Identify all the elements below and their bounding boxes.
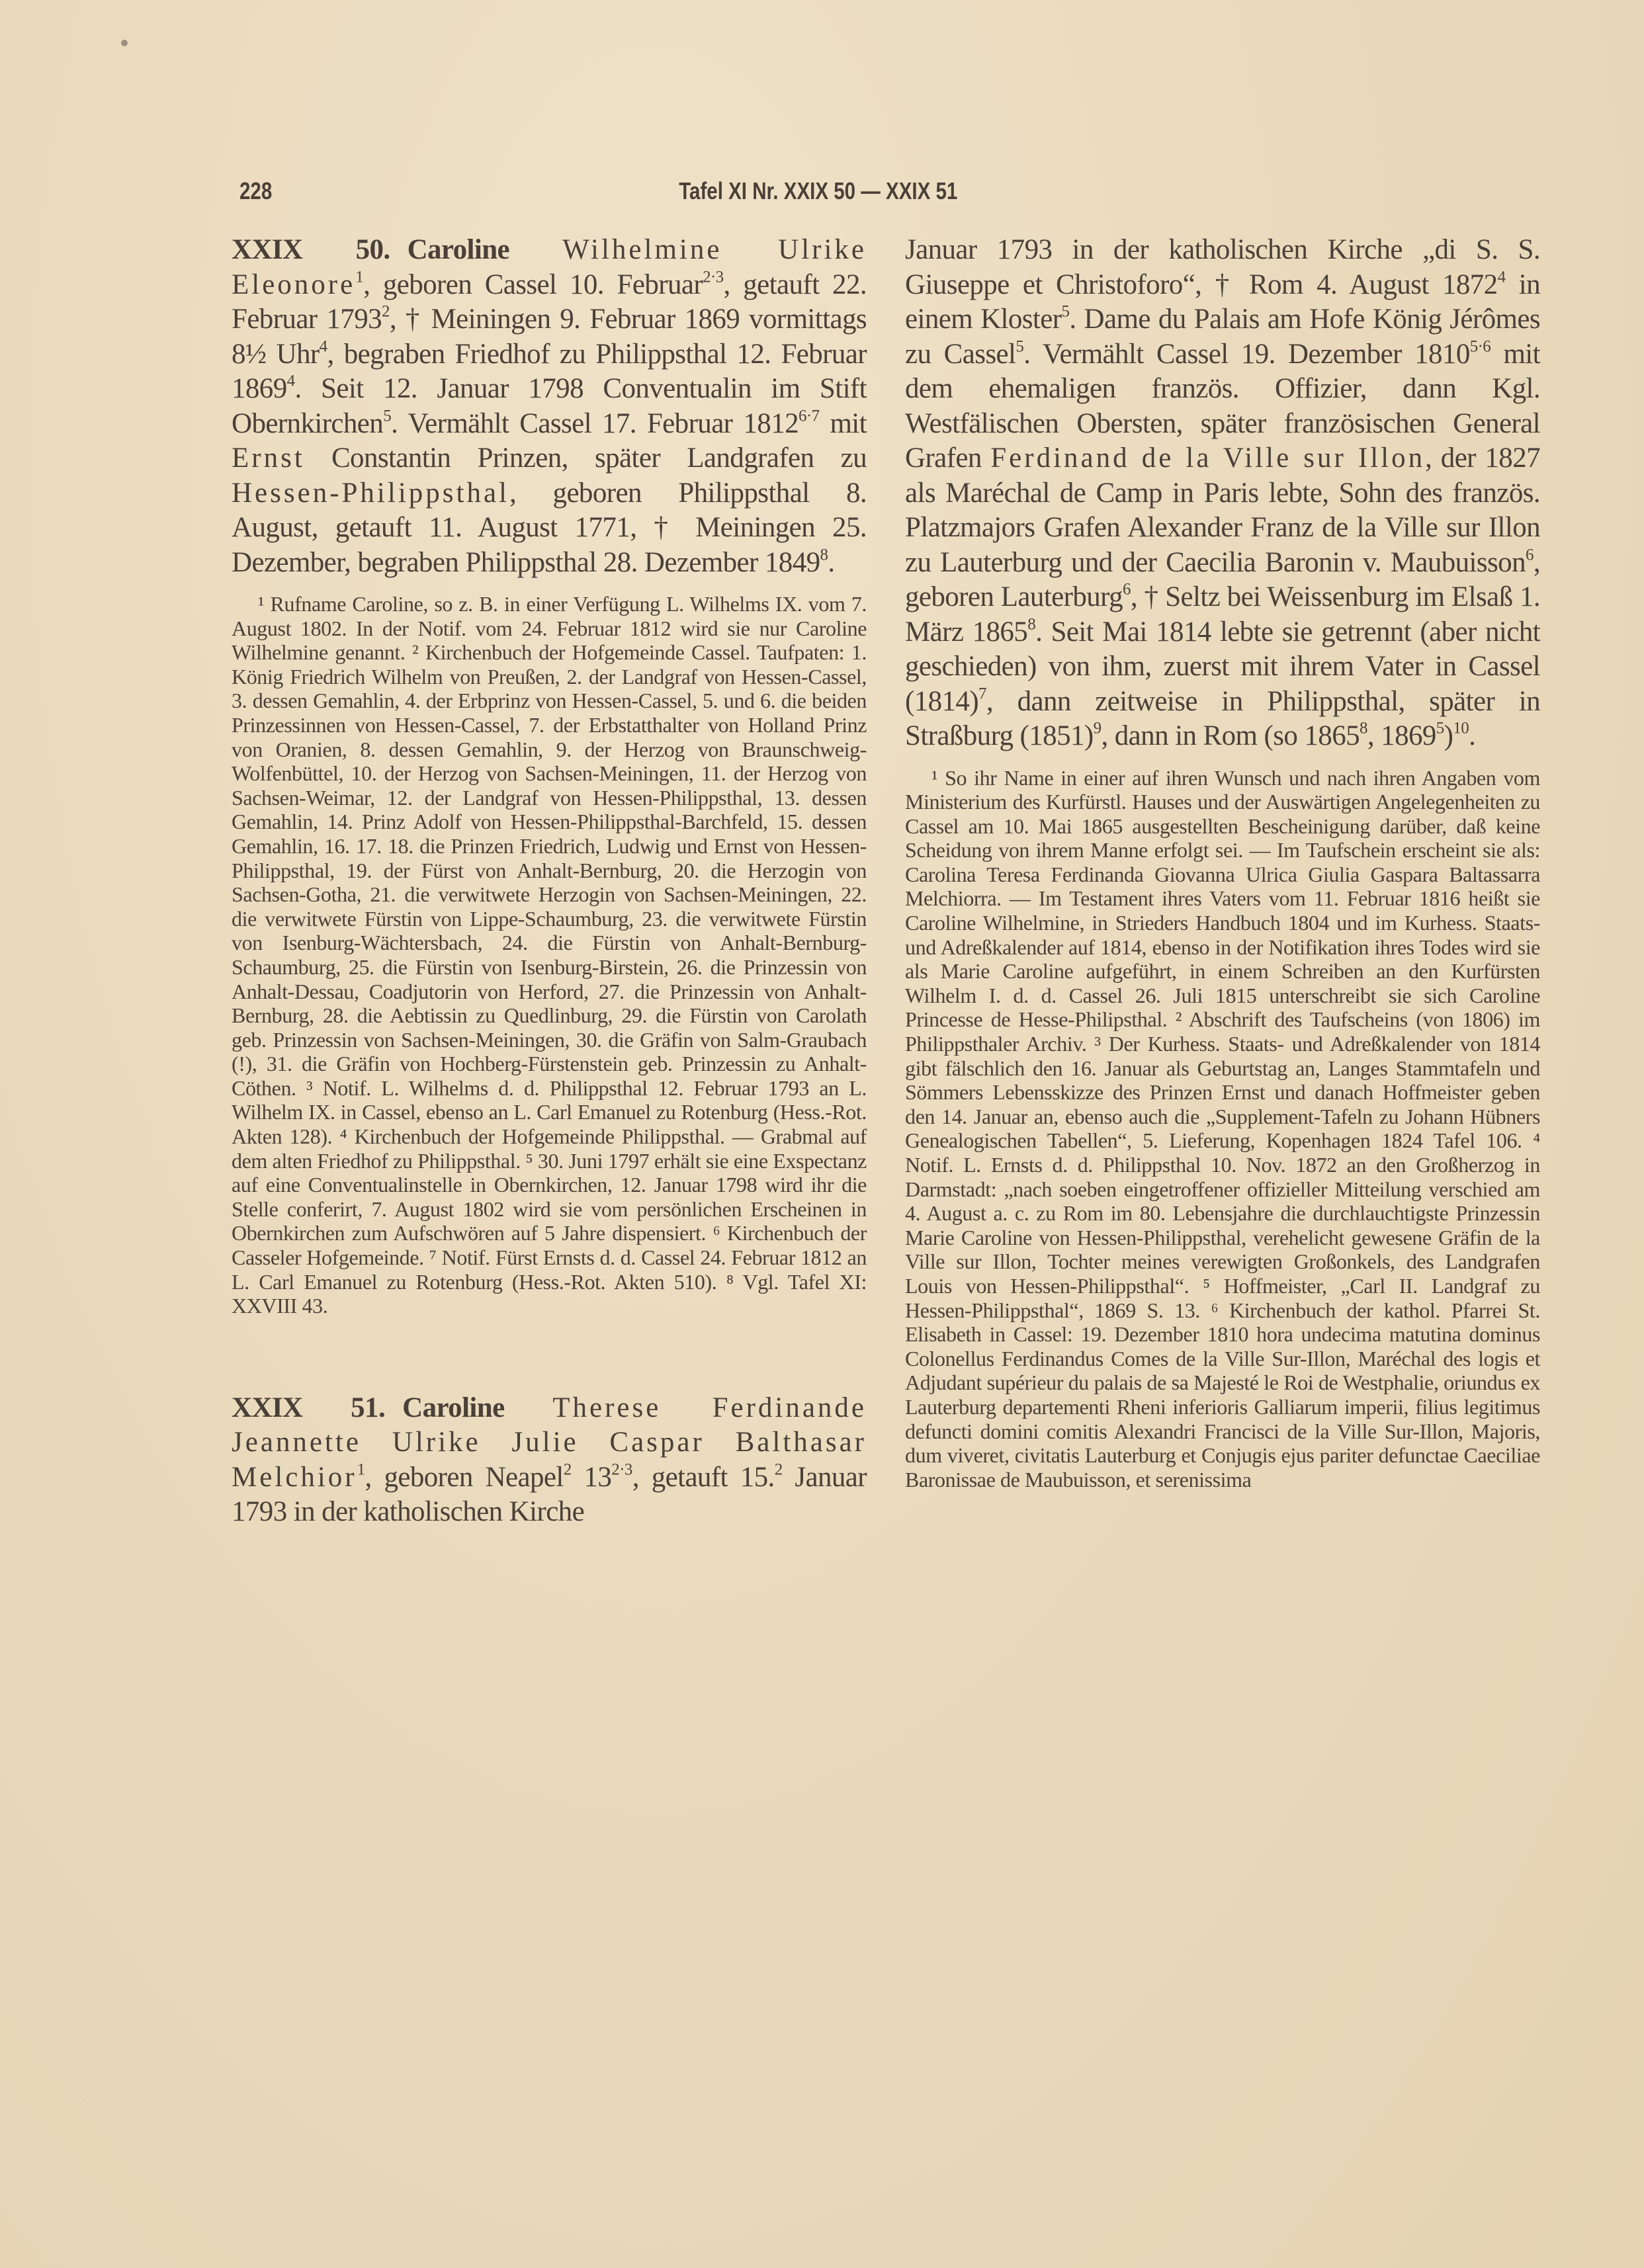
- entry-text: . Vermählt Cassel 19. Dezember 1810: [1023, 338, 1470, 370]
- footnote-ref[interactable]: 10: [1453, 719, 1469, 737]
- right-column: [905, 233, 1540, 1491]
- footnote-ref[interactable]: 8: [820, 546, 828, 564]
- entry-text: , † Seltz bei Weissenburg im Elsaß 1. März 1865: [905, 581, 1540, 648]
- spouse-name: Ferdinand de la Ville sur Illon: [990, 442, 1426, 474]
- footnote-ref[interactable]: 6: [1123, 580, 1131, 599]
- entry-text: Januar 1793 in der katholischen Kirche „di S. S. Giuseppe et Christoforo“, † Rom 4. August 1872: [905, 234, 1540, 300]
- footnote-ref[interactable]: 1: [357, 1460, 365, 1479]
- entry-text: , dann zeitweise in Philippsthal, später in Straßburg (1851): [905, 685, 1540, 751]
- entry-text: mit dem ehemaligen französ. Offizier, dann Kgl. Westfälischen Obersten, später französischen General Grafen: [905, 338, 1540, 474]
- entry-text-continued-left: Januar 1793 in der katholischen Kirche: [232, 1461, 867, 1528]
- entry-text: , getauft 15.: [632, 1461, 775, 1493]
- entry-text: , geboren Lauterburg: [905, 546, 1540, 612]
- footnotes-xxix-50: ¹ Rufname Caroline, so z. B. in einer Verfügung L. Wilhelms IX. vom 7. August 1802. In der Notif. vom 24. Februar 1812 wird sie nur Caroline Wilhelmine genannt. ² Kirchenbuch der Hofgemeinde Cassel. Taufpaten: 1. König Friedrich Wilhelm von Preußen, 2. der Landgraf von Hessen-Cassel, 3. dessen Gemahlin, 4. der Erbprinz von Hessen-Cassel, 5. und 6. die beiden Prinzessinnen von Hessen-Cassel, 7. der Erbstatthalter von Holland Prinz von Oranien, 8. dessen Gemahlin, 9. der Herzog von Braunschweig-Wolfenbüttel, 10. der Herzog von Sachsen-Meiningen, 11. der Herzog von Sachsen-Weimar, 12. der Landgraf von Hessen-Philippsthal, 13. dessen Gemahlin, 14. Prinz Adolf von Hessen-Philippsthal-Barchfeld, 15. dessen Gemahlin, 16. 17. 18. die Prinzen Friedrich, Ludwig und Ernst von Hessen-Philippsthal, 19. der Fürst von Anhalt-Bernburg, 20. die Herzogin von Sachsen-Gotha, 21. die verwitwete Herzogin von Sachsen-Meiningen, 22. die verwitwete Fürstin von Lippe-Schaumburg, 23. die verwitwete Fürstin von Isenburg-Wächtersbach, 24. die Fürstin von Anhalt-Bernburg-Schaumburg, 25. die Fürstin von Isenburg-Birstein, 26. die Prinzessin von Anhalt-Dessau, Coadjutorin von Herford, 27. die Prinzessin von Anhalt-Bernburg, 28. die Aebtissin zu Quedlinburg, 29. die Fürstin von Carolath geb. Prinzessin von Sachsen-Meiningen, 30. die Gräfin von Salm-Graubach (!), 31. die Gräfin von Hochberg-Fürstenstein geb. Prinzessin zu Anhalt-Cöthen. ³ Notif. L. Wilhelms d. d. Philippsthal 12. Februar 1793 an L. Wilhelm IX. in Cassel, ebenso an L. Carl Emanuel zu Rotenburg (Hess.-Rot. Akten 128). ⁴ Kirchenbuch der Hofgemeinde Philippsthal. — Grabmal auf dem alten Friedhof zu Philippsthal. ⁵ 30. Juni 1797 erhält sie eine Exspectanz auf eine Conventualinstelle in Obernkirchen, 12. Januar 1798 wird ihr die Stelle conferirt, 7. August 1802 wird sie vom persönlichen Erscheinen in Obernkirchen zum Aufschwören auf 5 Jahre dispensiert. ⁶ Kirchenbuch der Casseler Hofgemeinde. ⁷ Notif. Fürst Ernsts d. d. Cassel 24. Februar 1812 an L. Carl Emanuel zu Rotenburg (Hess.-Rot. Akten 510). ⁸ Vgl. Tafel XI: XXVIII 43.: [232, 592, 867, 1318]
- given-names: Wilhelmine Ulrike Eleonore: [232, 234, 867, 300]
- footnote-ref[interactable]: 8: [1360, 719, 1367, 737]
- footnote-ref[interactable]: 7: [978, 685, 986, 703]
- entry-text: , der 1827 als Maréchal de Camp in Paris lebte, Sohn des französ. Platzmajors Grafen Alexander Franz de la Ville sur Illon zu Lauterburg und der Caecilia Baronin v. Maubuisson: [905, 442, 1540, 578]
- footnote-ref[interactable]: 4: [1497, 268, 1506, 286]
- entry-text: , getauft 22. Februar 1793: [232, 269, 867, 335]
- left-column: [232, 233, 867, 1530]
- entry-text: , geboren Neapel: [365, 1461, 564, 1493]
- footnote-ref[interactable]: 2: [382, 302, 390, 321]
- entry-xxix-51-continued: [905, 233, 1540, 754]
- footnote-ref[interactable]: 2: [563, 1460, 572, 1479]
- entry-xxix-50: [232, 233, 867, 580]
- entry-text: .: [1469, 720, 1476, 751]
- running-head: [239, 177, 1281, 217]
- footnote-ref[interactable]: 6·7: [799, 407, 820, 425]
- entry-text: . Seit 12. Januar 1798 Conventualin im Stift Obernkirchen: [232, 373, 867, 439]
- entry-xxix-51: [232, 1391, 867, 1530]
- entry-text: , geboren Cassel 10. Februar: [363, 269, 703, 300]
- running-title: Tafel XI Nr. XXIX 50 — XXIX 51: [679, 177, 958, 204]
- spouse-name: Ernst: [232, 442, 305, 474]
- entry-text: in einem Kloster: [905, 269, 1540, 335]
- entry-text: , 1869: [1367, 720, 1436, 751]
- footnote-ref[interactable]: 4: [319, 337, 327, 356]
- footnote-ref[interactable]: 5·6: [1469, 337, 1491, 356]
- first-name: Caroline: [402, 1392, 505, 1423]
- footnote-ref[interactable]: 2·3: [611, 1460, 632, 1479]
- footnote-ref[interactable]: 1: [355, 268, 364, 286]
- entry-text: , † Meiningen 9. Februar 1869 vormittags 8½ Uhr: [232, 304, 867, 370]
- footnote-ref[interactable]: 5: [1436, 719, 1444, 737]
- entry-text: , begraben Friedhof zu Philippsthal 12. Februar 1869: [232, 338, 867, 404]
- entry-text: . Dame du Palais am Hofe König Jérômes zu Cassel: [905, 304, 1540, 370]
- house-name: Hessen-Philippsthal: [232, 477, 509, 509]
- entry-text: .: [828, 546, 835, 578]
- entry-text: , dann in Rom (so 1865: [1101, 720, 1360, 751]
- entry-text: ): [1444, 720, 1453, 751]
- entry-number: XXIX 51.: [232, 1392, 386, 1423]
- footnote-ref[interactable]: 6: [1525, 546, 1534, 564]
- given-names: Therese Ferdinande Jeannette Ulrike Julie Caspar Balthasar Melchior: [232, 1392, 867, 1493]
- entry-number: XXIX 50.: [232, 234, 390, 265]
- footnote-ref[interactable]: 8: [1027, 615, 1036, 634]
- page-number: 228: [239, 177, 273, 204]
- footnote-ref[interactable]: 5: [1061, 302, 1070, 321]
- footnote-ref[interactable]: 2·3: [703, 268, 724, 286]
- entry-text: mit: [819, 407, 867, 439]
- footnote-ref[interactable]: 2: [774, 1460, 783, 1479]
- footnote-ref[interactable]: 5: [1016, 337, 1024, 356]
- entry-text: Constantin Prinzen, später Landgrafen zu: [304, 442, 867, 474]
- footnote-ref[interactable]: 4: [286, 372, 295, 390]
- entry-text: 13: [571, 1461, 612, 1493]
- entry-text: . Vermählt Cassel 17. Februar 1812: [391, 407, 799, 439]
- footnotes-xxix-51: ¹ So ihr Name in einer auf ihren Wunsch und nach ihren Angaben vom Ministerium des Kurfürstl. Hauses und der Auswärtigen Angelegenheiten zu Cassel am 10. Mai 1865 ausgestellten Bescheinigung darüber, daß keine Scheidung von ihrem Manne erfolgt sei. — Im Taufschein erscheint sie als: Carolina Teresa Ferdinanda Giovanna Ulrica Giulia Gaspara Baltassarra Melchiorra. — Im Testament ihres Vaters vom 11. Februar 1816 heißt sie Caroline Wilhelmine, in Strieders Handbuch 1804 und im Kurhess. Staats- und Adreßkalender auf 1814, ebenso in der Notifikation ihres Todes wird sie als Marie Caroline aufgeführt, in einem Schreiben an den Kurfürsten Wilhelm I. d. d. Cassel 26. Juli 1815 unterschreibt sie sich Caroline Princesse de Hesse-Philipsthal. ² Abschrift des Taufscheins (von 1806) im Philippsthaler Archiv. ³ Der Kurhess. Staats- und Adreßkalender von 1814 gibt fälschlich den 16. Januar als Geburtstag an, Langes Stammtafeln und Sömmers Lebensskizze des Prinzen Ernst und danach Hoffmeister geben den 14. Januar an, ebenso auch die „Supplement-Tafeln zu Johann Hübners Genealogischen Tabellen“, 5. Lieferung, Kopenhagen 1824 Tafel 106. ⁴ Notif. L. Ernsts d. d. Philippsthal 10. Nov. 1872 an den Großherzog in Darmstadt: „nach soeben eingetroffener offizieller Mitteilung verschied am 4. August a. c. zu Rom im 80. Lebensjahre die durchlauchtigste Prinzessin Marie Caroline von Hessen-Philippsthal, verehelicht gewesene Gräfin de la Ville sur Illon, Tochter meines verewigten Großonkels, des Landgrafen Louis von Hessen-Philippsthal“. ⁵ Hoffmeister, „Carl II. Landgraf zu Hessen-Philippsthal“, 1869 S. 13. ⁶ Kirchenbuch der kathol. Pfarrei St. Elisabeth in Cassel: 19. Dezember 1810 hora undecima matutina dominus Colonellus Ferdinandus Comes de la Ville Sur-Illon, Maréchal des logis et Adjudant supérieur du palais de sa Majesté le Roi de Westphalie, oriundus ex Lauterburg departementi Rheni inferioris Galliarum imperii, filius legitimus defuncti domini comitis Alexandri Francisci de la Ville Sur-Illon, Majoris, dum viveret, civitatis Lauterburg et Conjugis ejus pariter defunctae Caeciliae Baronissae de Maubuisson, et serenissima: [905, 765, 1540, 1491]
- footnote-ref[interactable]: 9: [1093, 719, 1102, 737]
- first-name: Caroline: [407, 234, 510, 265]
- entry-text: , geboren Philippsthal 8. August, getauft 11. August 1771, † Meiningen 25. Dezember, begraben Philippsthal 28. Dezember 1849: [232, 477, 867, 578]
- paper-speck: [121, 40, 128, 46]
- entry-text: . Seit Mai 1814 lebte sie getrennt (aber nicht geschieden) von ihm, zuerst mit ihrem Vater in Cassel (1814): [905, 616, 1540, 717]
- footnote-ref[interactable]: 5: [383, 407, 392, 425]
